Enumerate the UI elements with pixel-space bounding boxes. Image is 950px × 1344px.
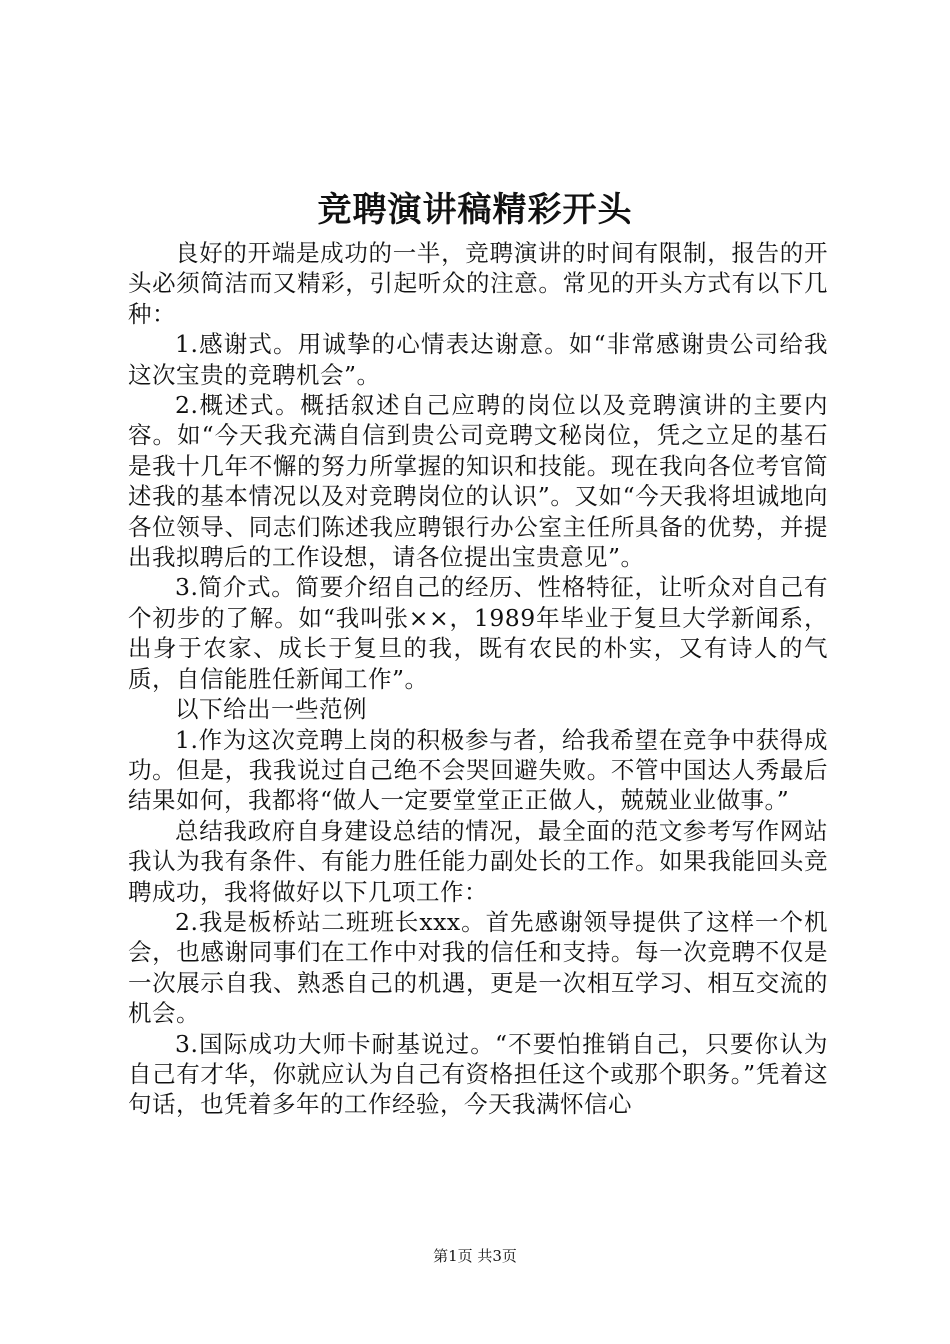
paragraph-examples-heading: 以下给出一些范例	[175, 695, 367, 724]
paragraph-intro: 良好的开端是成功的一半，竞聘演讲的时间有限制，报告的开头必须简洁而又精彩，引起听众的注意。常见的开头方式有以下几种：	[128, 239, 828, 328]
document-body	[128, 238, 828, 1120]
page-footer: 第1页 共3页	[433, 1247, 517, 1265]
paragraph-thanks-style: 1.感谢式。用诚挚的心情表达谢意。如“非常感谢贵公司给我这次宝贵的竞聘机会”。	[128, 330, 828, 389]
paragraph-example-1: 1.作为这次竞聘上岗的积极参与者，给我希望在竞争中获得成功。但是，我我说过自己绝不会哭回避失败。不管中国达人秀最后结果如何，我都将“做人一定要堂堂正正做人，兢兢业业做事。”	[128, 725, 828, 815]
paragraph-intro-style: 3.简介式。简要介绍自己的经历、性格特征，让听众对自己有个初步的了解。如“我叫张××，1989年毕业于复旦大学新闻系，出身于农家、成长于复旦的我，既有农民的朴实，又有诗人的气质，自信能胜任新闻工作”。	[128, 573, 828, 693]
paragraph-overview-style: 2.概述式。概括叙述自己应聘的岗位以及竞聘演讲的主要内容。如“今天我充满自信到贵公司竞聘文秘岗位，凭之立足的基石是我十几年不懈的努力所掌握的知识和技能。现在我向各位考官简述我的基本情况以及对竞聘岗位的认识”。又如“今天我将坦诚地向各位领导、同志们陈述我应聘银行办公室主任所具备的优势，并提出我拟聘后的工作设想，请各位提出宝贵意见”。	[128, 391, 828, 572]
document-title: 竞聘演讲稿精彩开头	[317, 190, 633, 230]
paragraph-example-summary: 总结我政府自身建设总结的情况，最全面的范文参考写作网站我认为我有条件、有能力胜任能力副处长的工作。如果我能回头竞聘成功，我将做好以下几项工作：	[128, 816, 828, 906]
paragraph-example-3: 3.国际成功大师卡耐基说过。“不要怕推销自己，只要你认为自己有才华，你就应认为自己有资格担任这个或那个职务。”凭着这句话，也凭着多年的工作经验，今天我满怀信心	[128, 1029, 828, 1119]
paragraph-example-2: 2.我是板桥站二班班长xxx。首先感谢领导提供了这样一个机会，也感谢同事们在工作中对我的信任和支持。每一次竞聘不仅是一次展示自我、熟悉自己的机遇，更是一次相互学习、相互交流的机会。	[128, 907, 828, 1028]
